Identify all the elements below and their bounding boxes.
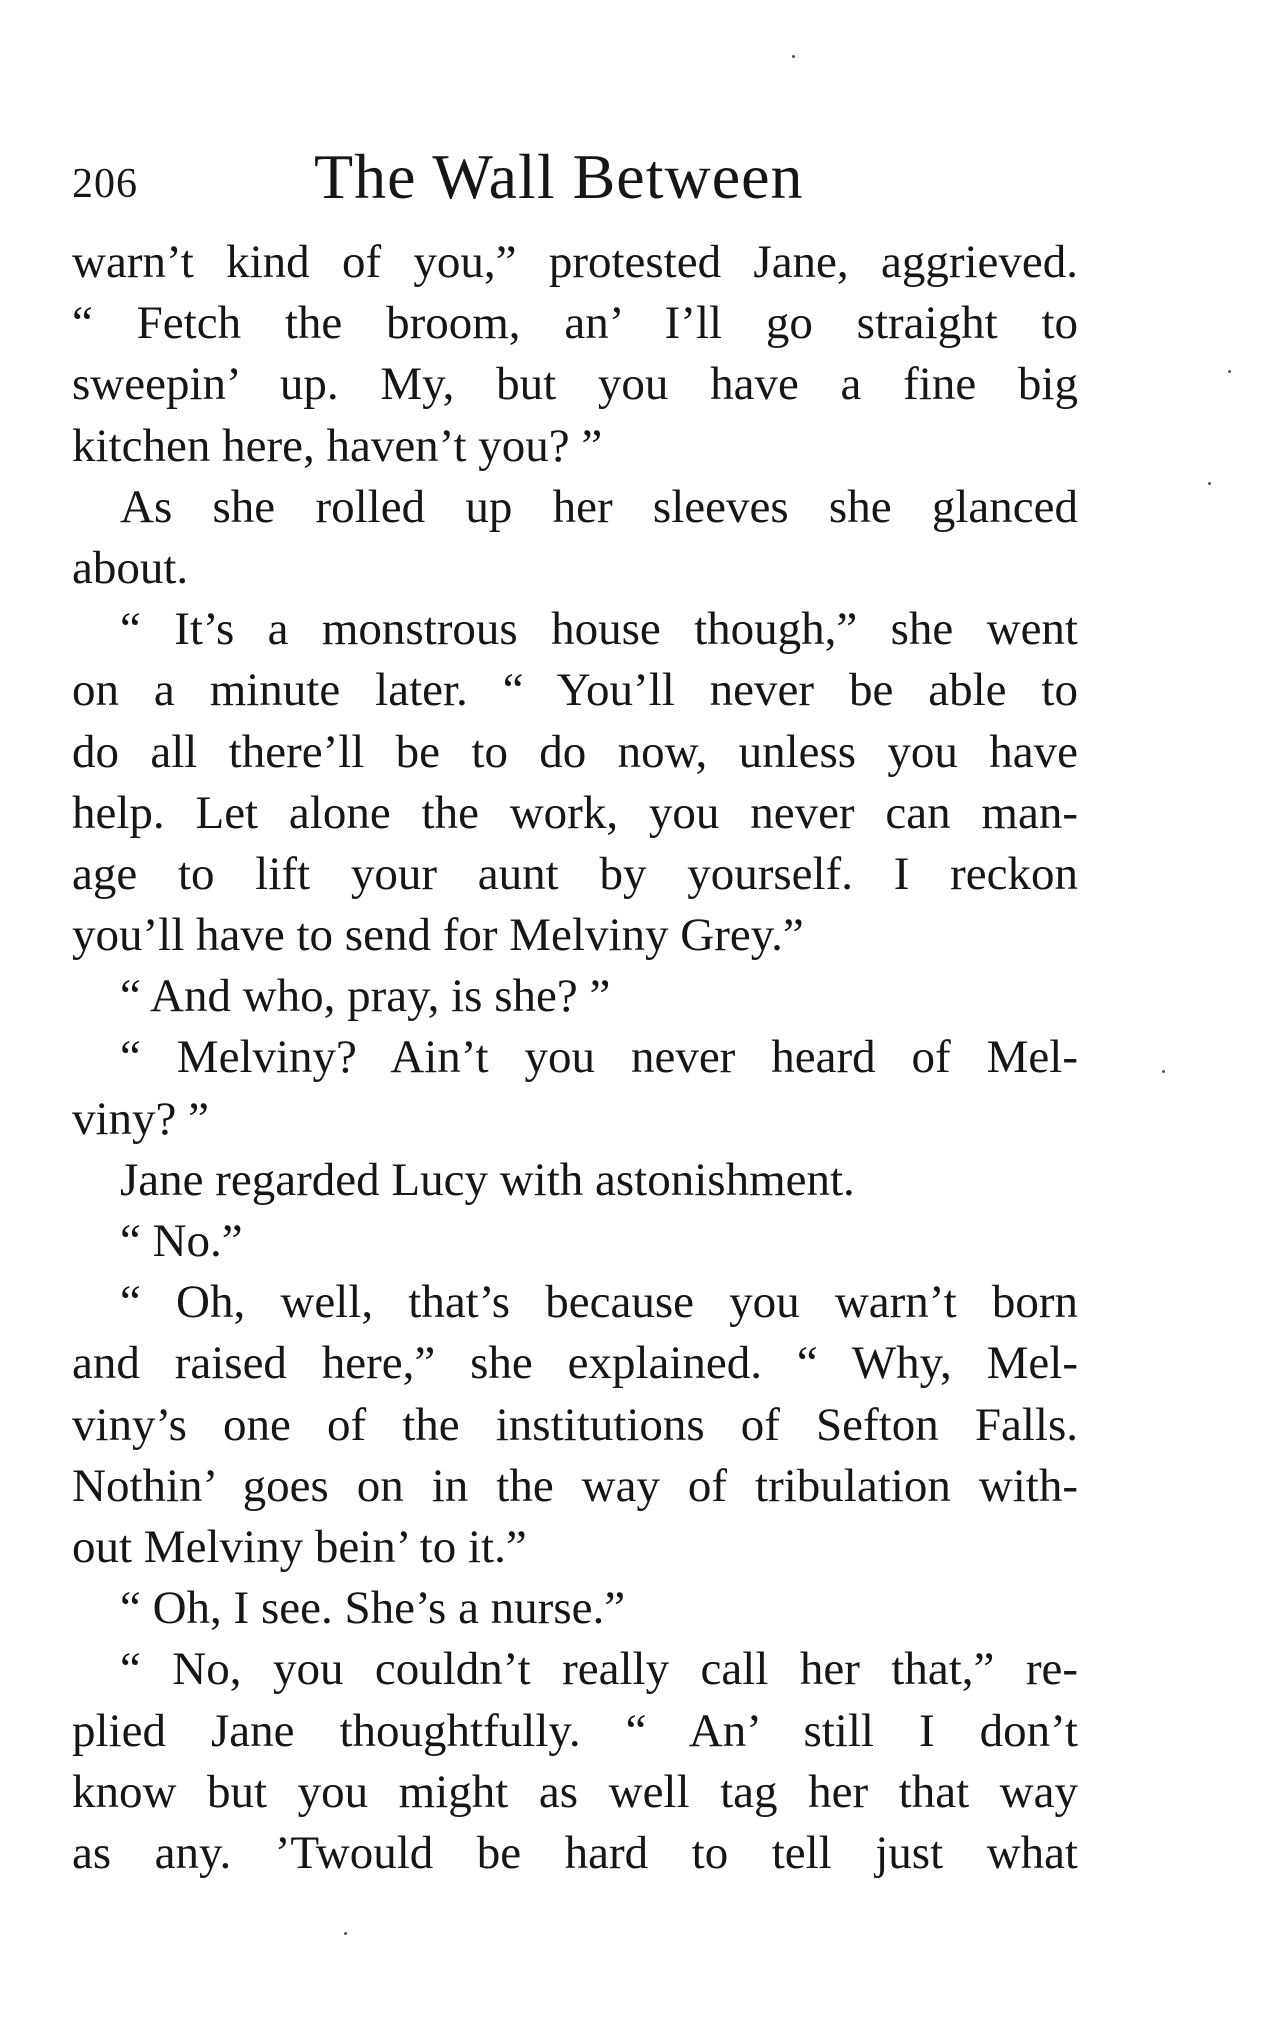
text-line: out Melviny bein’ to it.”: [72, 1520, 527, 1573]
paper-speck: [1162, 1070, 1165, 1073]
body-text: [72, 232, 1078, 1884]
text-line: As she rolled up her sleeves she glanced: [120, 480, 1078, 533]
text-line: “ No, you couldn’t really call her that,” re-: [120, 1643, 1078, 1696]
text-line: “ Oh, I see. She’s a nurse.”: [120, 1582, 626, 1635]
paper-speck: [792, 55, 795, 58]
text-line: kitchen here, haven’t you? ”: [72, 419, 603, 472]
text-line: help. Let alone the work, you never can man-: [72, 786, 1078, 839]
running-title: The Wall Between: [314, 141, 804, 212]
text-line: sweepin’ up. My, but you have a fine big: [72, 358, 1078, 411]
text-line: about.: [72, 541, 189, 594]
text-line: you’ll have to send for Melviny Grey.”: [72, 909, 804, 962]
text-line: plied Jane thoughtfully. “ An’ still I don’t: [72, 1704, 1078, 1757]
text-line: warn’t kind of you,” protested Jane, aggrieved.: [72, 236, 1078, 288]
page-header: [72, 140, 1072, 220]
text-line: “ Oh, well, that’s because you warn’t born: [120, 1276, 1078, 1329]
page-number: 206: [72, 161, 138, 207]
text-line: as any. ’Twould be hard to tell just what: [72, 1826, 1078, 1879]
text-line: Jane regarded Lucy with astonishment.: [120, 1153, 855, 1206]
text-line: viny? ”: [72, 1092, 210, 1145]
text-line: “ Fetch the broom, an’ I’ll go straight to: [72, 297, 1078, 350]
text-line: “ It’s a monstrous house though,” she went: [120, 603, 1078, 656]
text-line: “ Melviny? Ain’t you never heard of Mel-: [120, 1031, 1078, 1084]
text-line: “ And who, pray, is she? ”: [120, 970, 611, 1023]
text-line: Nothin’ goes on in the way of tribulation with-: [72, 1459, 1078, 1512]
text-line: on a minute later. “ You’ll never be able to: [72, 664, 1078, 717]
paper-speck: [344, 1932, 347, 1935]
text-line: and raised here,” she explained. “ Why, Mel-: [72, 1337, 1078, 1390]
text-line: “ No.”: [120, 1215, 243, 1267]
text-line: age to lift your aunt by yourself. I reckon: [72, 847, 1078, 900]
text-line: viny’s one of the institutions of Sefton Falls.: [72, 1398, 1078, 1451]
text-line: do all there’ll be to do now, unless you have: [72, 725, 1078, 778]
text-line: know but you might as well tag her that way: [72, 1765, 1078, 1818]
paper-speck: [1208, 482, 1211, 485]
paper-speck: [1228, 370, 1231, 373]
